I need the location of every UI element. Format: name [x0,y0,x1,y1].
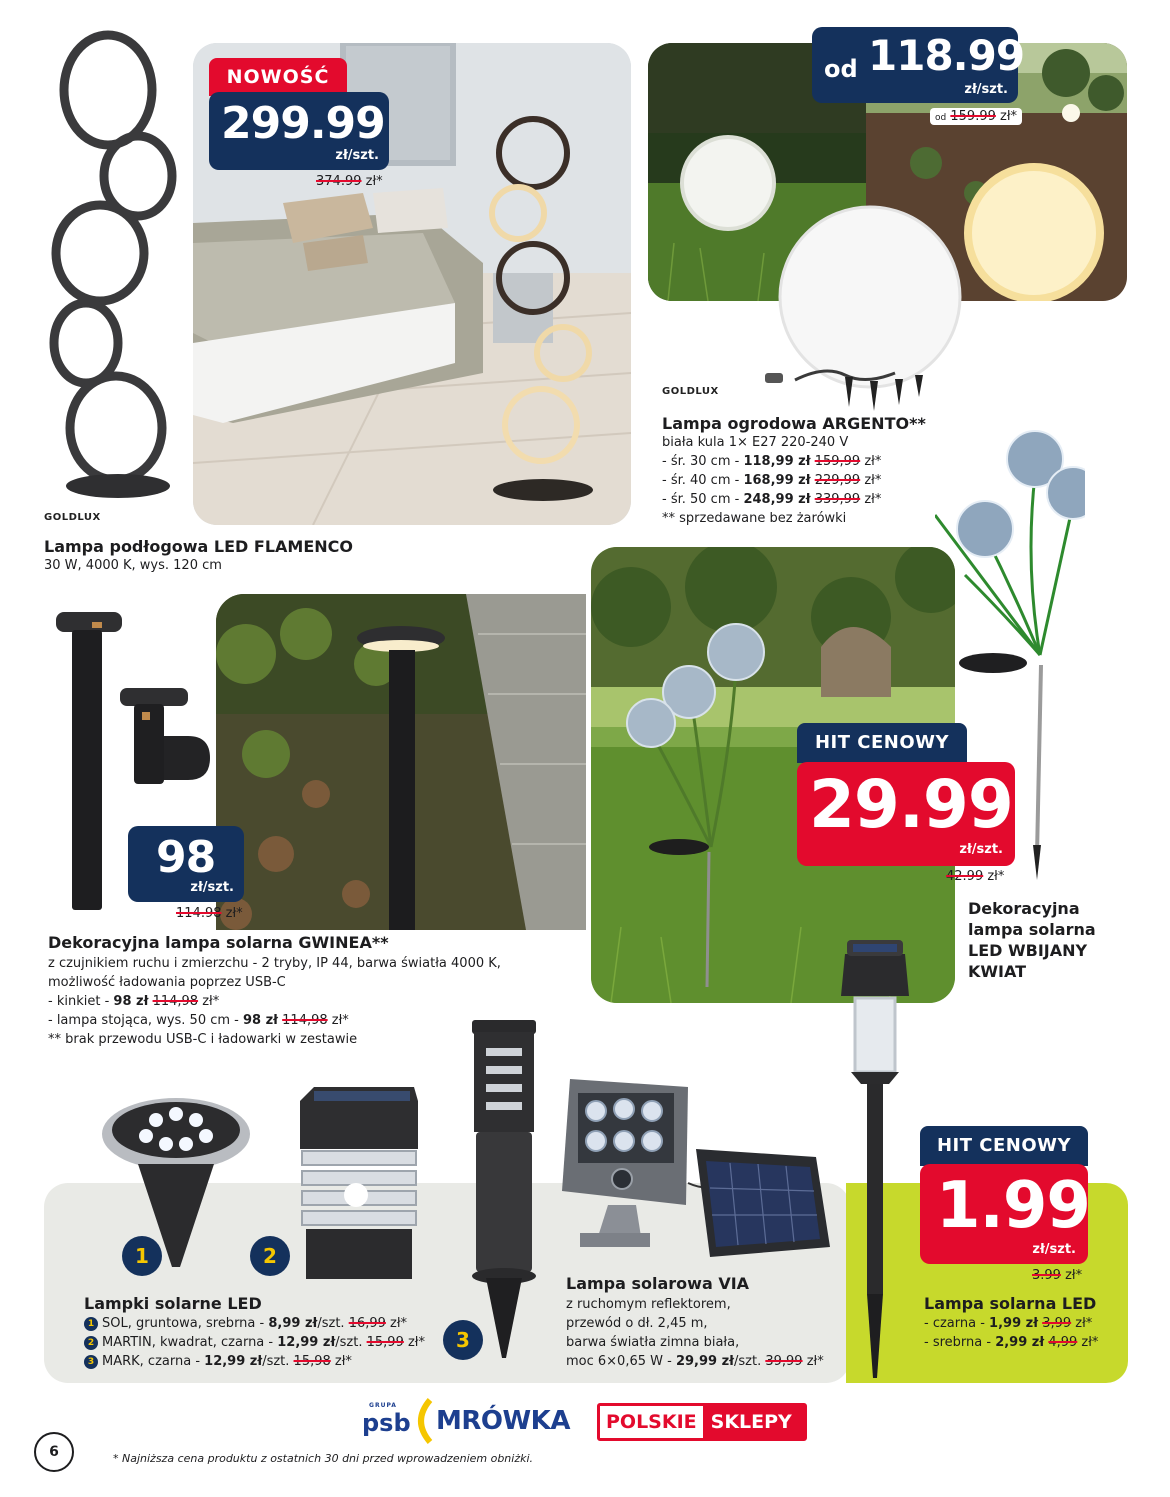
lampki-item-martin-number: 2 [84,1336,98,1350]
argento-old-price: od 159.99 zł* [930,108,1022,125]
flamenco-old-price: 374.99 zł* [316,174,383,189]
kwiat-title-line-2: lampa solarna [968,920,1096,939]
argento-variant-40: - śr. 40 cm - 168,99 zł 229,99 zł* [662,473,882,488]
sklepy-logo-text: SKLEPY [703,1406,804,1438]
flamenco-brand-logo: GOLDLUX [44,512,101,523]
flamenco-lamp-cutout [38,28,178,508]
mrowka-logo: MRÓWKA [436,1406,570,1436]
kwiat-title-line-3: LED WBIJANY [968,941,1088,960]
via-line-1: z ruchomym reflektorem, [566,1297,731,1312]
gwinea-title: Dekoracyjna lampa solarna GWINEA** [48,933,389,952]
argento-price-unit: zł/szt. [964,82,1008,97]
via-title: Lampa solarowa VIA [566,1274,750,1293]
gwinea-price: 98 [156,832,216,883]
lampki-title: Lampki solarne LED [84,1294,262,1313]
kwiat-title-line-4: KWIAT [968,962,1027,981]
gwinea-desc-2: możliwość ładowania poprzez USB-C [48,975,286,990]
via-lamp-cutout [560,1073,832,1258]
lampki-item-sol: 1 SOL, gruntowa, srebrna - 8,99 zł/szt. 16,99 zł* [84,1316,407,1331]
flamenco-new-tag: NOWOŚĆ [209,58,347,96]
polskie-logo-text: POLSKIE [600,1406,703,1438]
flamenco-desc: 30 W, 4000 K, wys. 120 cm [44,558,222,573]
polskie-sklepy-logo [597,1403,807,1441]
via-line-2: przewód o dł. 2,45 m, [566,1316,708,1331]
gwinea-desc-1: z czujnikiem ruchu i zmierzchu - 2 tryby, IP 44, barwa światła 4000 K, [48,956,501,971]
gwinea-old-price: 114.98 zł* [176,906,243,921]
psb-logo [362,1402,411,1442]
gwinea-price-unit: zł/szt. [190,880,234,895]
martin-lamp-cutout [294,1085,424,1280]
page-number: 6 [34,1432,74,1472]
argento-price-prefix: od [824,55,858,83]
flamenco-price-unit: zł/szt. [335,148,379,163]
kwiat-old-price: 42.99 zł* [946,869,1005,884]
solarna-price-badge [920,1164,1088,1264]
gwinea-variant-stojaca: - lampa stojąca, wys. 50 cm - 98 zł 114,98 zł* [48,1013,349,1028]
disclaimer: * Najniższa cena produktu z ostatnich 30 dni przed wprowadzeniem obniżki. [113,1452,534,1465]
argento-price: 118.99 [868,31,1025,80]
flamenco-title: Lampa podłogowa LED FLAMENCO [44,537,353,556]
solarna-variant-czarna: - czarna - 1,99 zł 3,99 zł* [924,1316,1093,1331]
kwiat-price-unit: zł/szt. [959,842,1003,857]
lampki-item-sol-number: 1 [84,1317,98,1331]
gwinea-note: ** brak przewodu USB-C i ładowarki w zestawie [48,1032,358,1047]
solarna-old-price: 3.99 zł* [1032,1268,1083,1283]
via-line-price: moc 6×0,65 W - 29,99 zł/szt. 39,99 zł* [566,1354,824,1369]
flamenco-price-badge [209,92,389,170]
mark-lamp-cutout [464,1018,544,1358]
solarna-hit-tag: HIT CENOWY [920,1126,1088,1166]
argento-note: ** sprzedawane bez żarówki [662,511,847,526]
solarna-price: 1.99 [936,1169,1090,1243]
solarna-lamp-cutout [835,938,915,1378]
mrowka-arc-icon [410,1398,434,1444]
sol-lamp-cutout [96,1092,256,1272]
argento-title: Lampa ogrodowa ARGENTO** [662,414,926,433]
lampki-item-mark: 3 MARK, czarna - 12,99 zł/szt. 15,98 zł* [84,1354,352,1369]
gwinea-variant-kinkiet: - kinkiet - 98 zł 114,98 zł* [48,994,220,1009]
solarna-title: Lampa solarna LED [924,1294,1097,1313]
psb-logo-small: GRUPA [369,1402,397,1409]
lampki-item-martin: 2 MARTIN, kwadrat, czarna - 12,99 zł/szt. 15,99 zł* [84,1335,425,1350]
kwiat-title-line-1: Dekoracyjna [968,899,1080,918]
gwinea-photo [216,594,586,930]
lampki-item-mark-number: 3 [84,1355,98,1369]
argento-variant-30: - śr. 30 cm - 118,99 zł 159,99 zł* [662,454,882,469]
argento-globe-cutout [755,205,970,415]
kwiat-price: 29.99 [809,766,1013,843]
lampki-number-1: 1 [122,1236,162,1276]
psb-logo-text: psb [362,1409,411,1437]
kwiat-hit-tag: HIT CENOWY [797,723,967,763]
lampki-number-3: 3 [443,1320,483,1360]
lampki-number-2: 2 [250,1236,290,1276]
argento-desc: biała kula 1× E27 220-240 V [662,435,849,450]
argento-price-badge [812,27,1025,103]
solarna-price-unit: zł/szt. [1032,1242,1076,1257]
argento-variant-50: - śr. 50 cm - 248,99 zł 339,99 zł* [662,492,882,507]
gwinea-price-badge [128,826,244,902]
flamenco-price: 299.99 [221,98,385,149]
via-line-3: barwa światła zimna biała, [566,1335,740,1350]
solarna-variant-srebrna: - srebrna - 2,99 zł 4,99 zł* [924,1335,1099,1350]
argento-brand-logo: GOLDLUX [662,386,719,397]
kwiat-price-badge [797,762,1015,866]
